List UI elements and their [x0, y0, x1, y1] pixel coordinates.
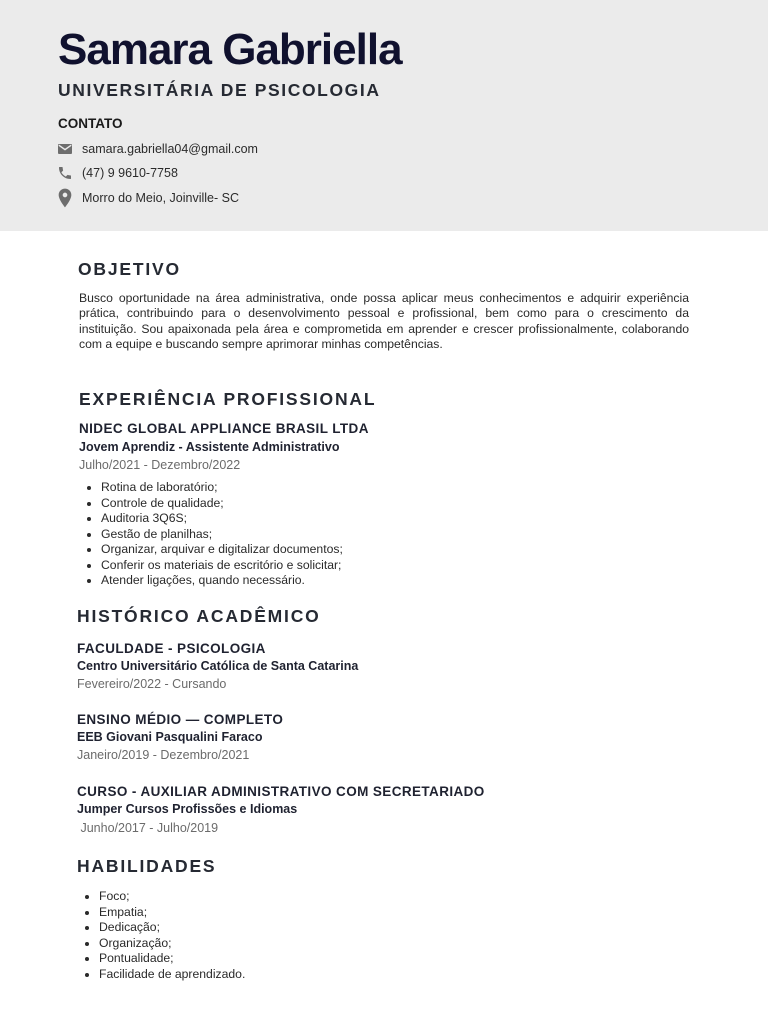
education-period: Fevereiro/2022 - Cursando [77, 677, 227, 691]
list-item: • Organizar, arquivar e digitalizar documentos; [101, 542, 343, 558]
skills-heading: HABILIDADES [77, 856, 217, 876]
email-text: samara.gabriella04@gmail.com [82, 142, 258, 156]
experience-tasks [79, 480, 343, 589]
objective-text: Busco oportunidade na área administrativa, onde possa aplicar meus conhecimentos e adquirir experiência prática, contribuindo para o desenvolvimento pessoal e profissional, bem como para o crescimento da instituição. Sou apaixonada pela área e comprometida em aprender e crescer profissionalmente, colaborando com a equipe e buscando sempre aprimorar minhas competências. [79, 291, 689, 352]
skills-list [77, 889, 245, 982]
list-item: • Organização; [99, 936, 245, 952]
education-heading: HISTÓRICO ACADÊMICO [77, 606, 321, 626]
list-item: • Gestão de planilhas; [101, 527, 343, 543]
list-item: • Auditoria 3Q6S; [101, 511, 343, 527]
education-period: Janeiro/2019 - Dezembro/2021 [77, 748, 250, 762]
list-item: • Controle de qualidade; [101, 496, 343, 512]
list-item: • Atender ligações, quando necessário. [101, 573, 343, 589]
list-item: • Pontualidade; [99, 951, 245, 967]
contact-heading: CONTATO [58, 116, 123, 131]
phone-text: (47) 9 9610-7758 [82, 166, 178, 180]
list-item: • Rotina de laboratório; [101, 480, 343, 496]
mail-icon [57, 141, 73, 157]
list-item: • Foco; [99, 889, 245, 905]
education-course: ENSINO MÉDIO — COMPLETO [77, 712, 284, 727]
education-school: Centro Universitário Católica de Santa Catarina [77, 659, 359, 673]
contact-phone [57, 163, 178, 183]
contact-location [57, 188, 239, 208]
location-text: Morro do Meio, Joinville- SC [82, 191, 239, 205]
list-item: • Empatia; [99, 905, 245, 921]
experience-heading: EXPERIÊNCIA PROFISSIONAL [79, 389, 377, 409]
contact-email [57, 139, 258, 159]
list-item: • Facilidade de aprendizado. [99, 967, 245, 983]
candidate-name: Samara Gabriella [58, 25, 402, 74]
objective-heading: OBJETIVO [78, 259, 181, 279]
header-band [0, 0, 768, 231]
list-item: • Conferir os materiais de escritório e solicitar; [101, 558, 343, 574]
candidate-role: UNIVERSITÁRIA DE PSICOLOGIA [58, 80, 381, 100]
experience-period: Julho/2021 - Dezembro/2022 [79, 458, 241, 472]
phone-icon [57, 165, 73, 181]
experience-position: Jovem Aprendiz - Assistente Administrativo [79, 440, 340, 454]
education-school: Jumper Cursos Profissões e Idiomas [77, 802, 298, 816]
education-course: FACULDADE - PSICOLOGIA [77, 641, 266, 656]
list-item: • Dedicação; [99, 920, 245, 936]
education-course: CURSO - AUXILIAR ADMINISTRATIVO COM SECRETARIADO [77, 784, 485, 799]
location-pin-icon [57, 188, 73, 208]
education-school: EEB Giovani Pasqualini Faraco [77, 730, 263, 744]
education-period: Junho/2017 - Julho/2019 [77, 821, 219, 835]
experience-company: NIDEC GLOBAL APPLIANCE BRASIL LTDA [79, 421, 369, 436]
